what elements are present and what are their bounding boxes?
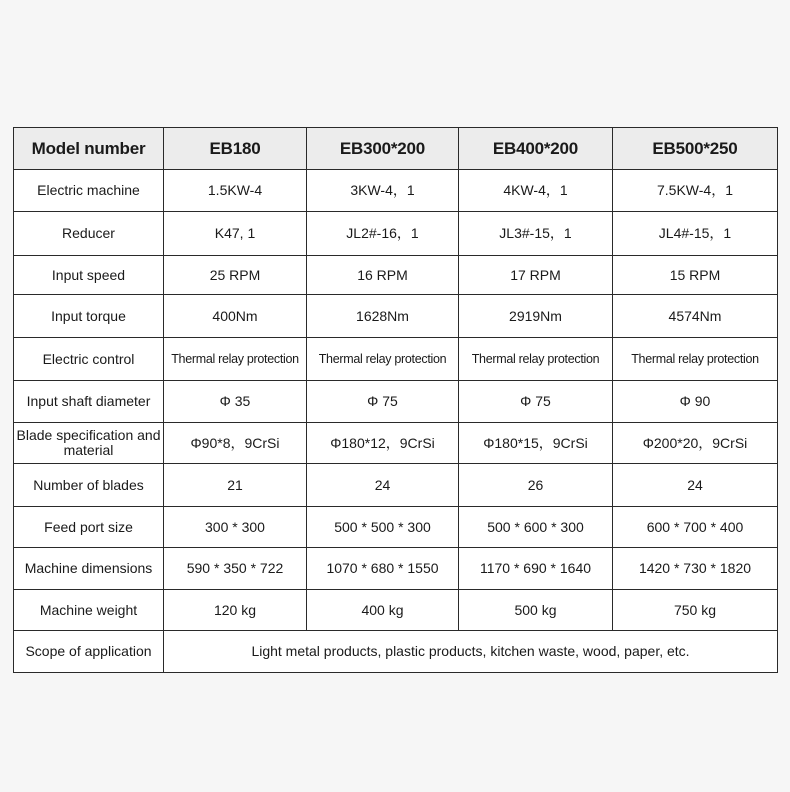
table-cell: 3KW-4，1 <box>307 170 459 212</box>
table-cell: 21 <box>164 464 307 507</box>
table-cell: 24 <box>613 464 778 507</box>
table-cell: Φ200*20，9CrSi <box>613 423 778 464</box>
table-row <box>14 631 778 673</box>
table-cell: 1628Nm <box>307 295 459 338</box>
table-cell: 25 RPM <box>164 256 307 295</box>
table-cell: 24 <box>307 464 459 507</box>
table-cell: 4KW-4，1 <box>459 170 613 212</box>
table-cell: Φ180*15，9CrSi <box>459 423 613 464</box>
table-cell: 1070 * 680 * 1550 <box>307 548 459 590</box>
table-cell: 26 <box>459 464 613 507</box>
table-cell: JL2#-16，1 <box>307 212 459 256</box>
table-cell: 750 kg <box>613 590 778 631</box>
row-label-input-speed: Input speed <box>14 256 164 295</box>
table-row <box>14 548 778 590</box>
table-row <box>14 381 778 423</box>
table-cell: 600 * 700 * 400 <box>613 507 778 548</box>
row-label-machine-weight: Machine weight <box>14 590 164 631</box>
table-cell: 15 RPM <box>613 256 778 295</box>
table-row <box>14 590 778 631</box>
table-cell: JL4#-15，1 <box>613 212 778 256</box>
table-cell: Thermal relay protection <box>613 338 778 381</box>
header-eb400-200: EB400*200 <box>459 128 613 170</box>
table-cell: Thermal relay protection <box>459 338 613 381</box>
table-row <box>14 170 778 212</box>
table-cell: Φ90*8，9CrSi <box>164 423 307 464</box>
table-row <box>14 464 778 507</box>
row-label-electric-machine: Electric machine <box>14 170 164 212</box>
header-eb500-250: EB500*250 <box>613 128 778 170</box>
table-row <box>14 256 778 295</box>
table-cell: 120 kg <box>164 590 307 631</box>
row-label-electric-control: Electric control <box>14 338 164 381</box>
table-cell: Φ 90 <box>613 381 778 423</box>
table-cell: Φ 75 <box>459 381 613 423</box>
table-cell: Φ 35 <box>164 381 307 423</box>
row-label-input-shaft-diameter: Input shaft diameter <box>14 381 164 423</box>
table-row <box>14 295 778 338</box>
table-cell: 1420 * 730 * 1820 <box>613 548 778 590</box>
table-cell: 17 RPM <box>459 256 613 295</box>
scope-value: Light metal products, plastic products, kitchen waste, wood, paper, etc. <box>164 631 778 673</box>
table-cell: 16 RPM <box>307 256 459 295</box>
table-cell: 590 * 350 * 722 <box>164 548 307 590</box>
table-cell: 4574Nm <box>613 295 778 338</box>
table-cell: 300 * 300 <box>164 507 307 548</box>
table-cell: Φ180*12，9CrSi <box>307 423 459 464</box>
table-cell: Φ 75 <box>307 381 459 423</box>
table-cell: Thermal relay protection <box>307 338 459 381</box>
table-row <box>14 507 778 548</box>
table-cell: Thermal relay protection <box>164 338 307 381</box>
table-cell: 500 * 500 * 300 <box>307 507 459 548</box>
table-cell: 7.5KW-4，1 <box>613 170 778 212</box>
table-cell: 500 * 600 * 300 <box>459 507 613 548</box>
table-cell: K47, 1 <box>164 212 307 256</box>
table-cell: 2919Nm <box>459 295 613 338</box>
row-label-feed-port-size: Feed port size <box>14 507 164 548</box>
row-label-input-torque: Input torque <box>14 295 164 338</box>
table-row <box>14 212 778 256</box>
header-eb300-200: EB300*200 <box>307 128 459 170</box>
table-cell: 400 kg <box>307 590 459 631</box>
table-row <box>14 338 778 381</box>
row-label-reducer: Reducer <box>14 212 164 256</box>
row-label-scope-of-application: Scope of application <box>14 631 164 673</box>
row-label-machine-dimensions: Machine dimensions <box>14 548 164 590</box>
header-eb180: EB180 <box>164 128 307 170</box>
row-label-number-of-blades: Number of blades <box>14 464 164 507</box>
table-cell: 1170 * 690 * 1640 <box>459 548 613 590</box>
table-cell: 500 kg <box>459 590 613 631</box>
table-cell: 1.5KW-4 <box>164 170 307 212</box>
row-label-blade-specification: Blade specification and material <box>14 423 164 464</box>
table-cell: 400Nm <box>164 295 307 338</box>
header-model-number: Model number <box>14 128 164 170</box>
header-row <box>14 128 778 170</box>
table-cell: JL3#-15，1 <box>459 212 613 256</box>
spec-table <box>13 127 778 673</box>
table-row <box>14 423 778 464</box>
